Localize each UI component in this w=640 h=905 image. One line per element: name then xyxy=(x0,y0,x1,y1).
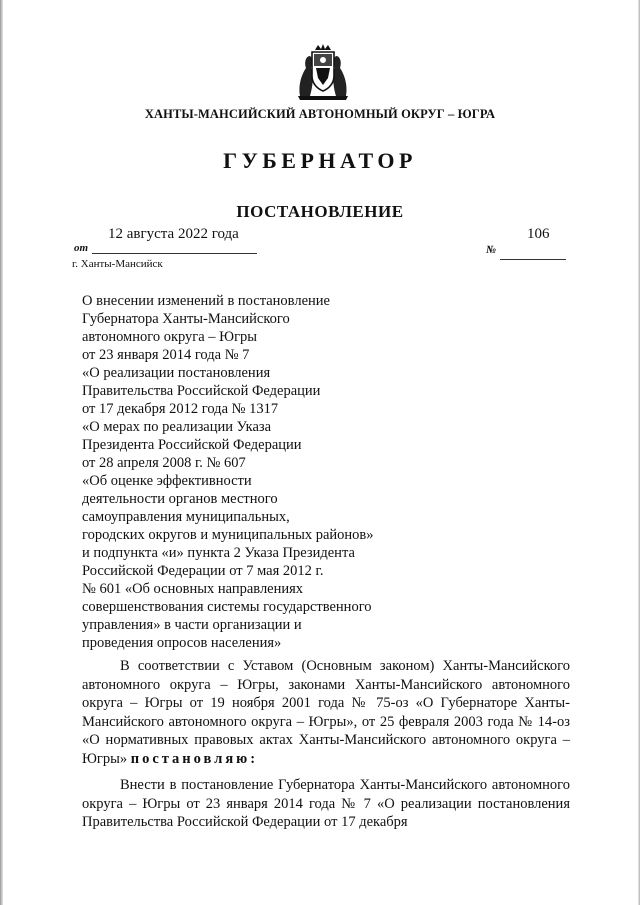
preamble-text: В соответствии с Уставом (Основным законом) Ханты-Мансийского автономного округа – Югры, законами Ханты-Мансийского автономного округа – Югры от 19 ноября 2001 года № 75-оз «О Губернаторе Ханты-Мансийского автономного округа – Югры», от 25 февраля 2003 года № 14-оз «О нормативных правовых актах Ханты-Мансийского автономного округа – Югры» xyxy=(82,658,570,767)
decree-subject xyxy=(82,292,412,652)
subject-line: О внесении изменений в постановление xyxy=(82,293,330,309)
subject-line: от 17 декабря 2012 года № 1317 xyxy=(82,401,279,417)
preamble-paragraph xyxy=(82,657,570,769)
subject-line: «О мерах по реализации Указа xyxy=(82,419,272,435)
number-underline xyxy=(500,259,566,260)
subject-line: и подпункта «и» пункта 2 Указа Президента xyxy=(82,545,355,561)
decree-number: 106 xyxy=(527,226,550,242)
operative-paragraph: Внести в постановление Губернатора Ханты-Мансийского автономного округа – Югры от 23 января 2014 года № 7 «О реализации постановления Правительства Российской Федерации от 17 декабря xyxy=(82,777,570,831)
subject-line: «Об оценке эффективности xyxy=(82,473,252,489)
subject-line: Российской Федерации от 7 мая 2012 г. xyxy=(82,563,324,579)
subject-line: совершенствования системы государственного xyxy=(82,599,372,615)
resolve-word: постановляю: xyxy=(130,750,259,767)
subject-line: проведения опросов населения» xyxy=(82,635,282,651)
subject-line: управления» в части организации и xyxy=(82,617,302,633)
subject-line: Правительства Российской Федерации xyxy=(82,383,321,399)
subject-line: от 23 января 2014 года № 7 xyxy=(82,347,250,363)
date-label: от xyxy=(74,242,89,254)
scan-edge-left xyxy=(0,0,3,905)
subject-line: № 601 «Об основных направлениях xyxy=(82,581,304,597)
subject-line: Губернатора Ханты-Мансийского xyxy=(82,311,290,327)
subject-line: городских округов и муниципальных районов» xyxy=(82,527,374,543)
subject-line: автономного округа – Югры xyxy=(82,329,258,345)
subject-line: «О реализации постановления xyxy=(82,365,271,381)
city-name: г. Ханты-Мансийск xyxy=(72,258,163,270)
subject-line: Президента Российской Федерации xyxy=(82,437,302,453)
subject-line: самоуправления муниципальных, xyxy=(82,509,290,525)
number-label: № xyxy=(486,244,497,256)
subject-line: от 28 апреля 2008 г. № 607 xyxy=(82,455,246,471)
decree-date: 12 августа 2022 года xyxy=(108,226,239,242)
document-type-title: ПОСТАНОВЛЕНИЕ xyxy=(236,202,404,221)
region-name: ХАНТЫ-МАНСИЙСКИЙ АВТОНОМНЫЙ ОКРУГ – ЮГРА xyxy=(144,107,496,121)
subject-line: деятельности органов местного xyxy=(82,491,278,507)
coat-of-arms-emblem xyxy=(296,44,350,100)
authority-title: ГУБЕРНАТОР xyxy=(223,148,417,173)
date-underline xyxy=(92,253,257,254)
